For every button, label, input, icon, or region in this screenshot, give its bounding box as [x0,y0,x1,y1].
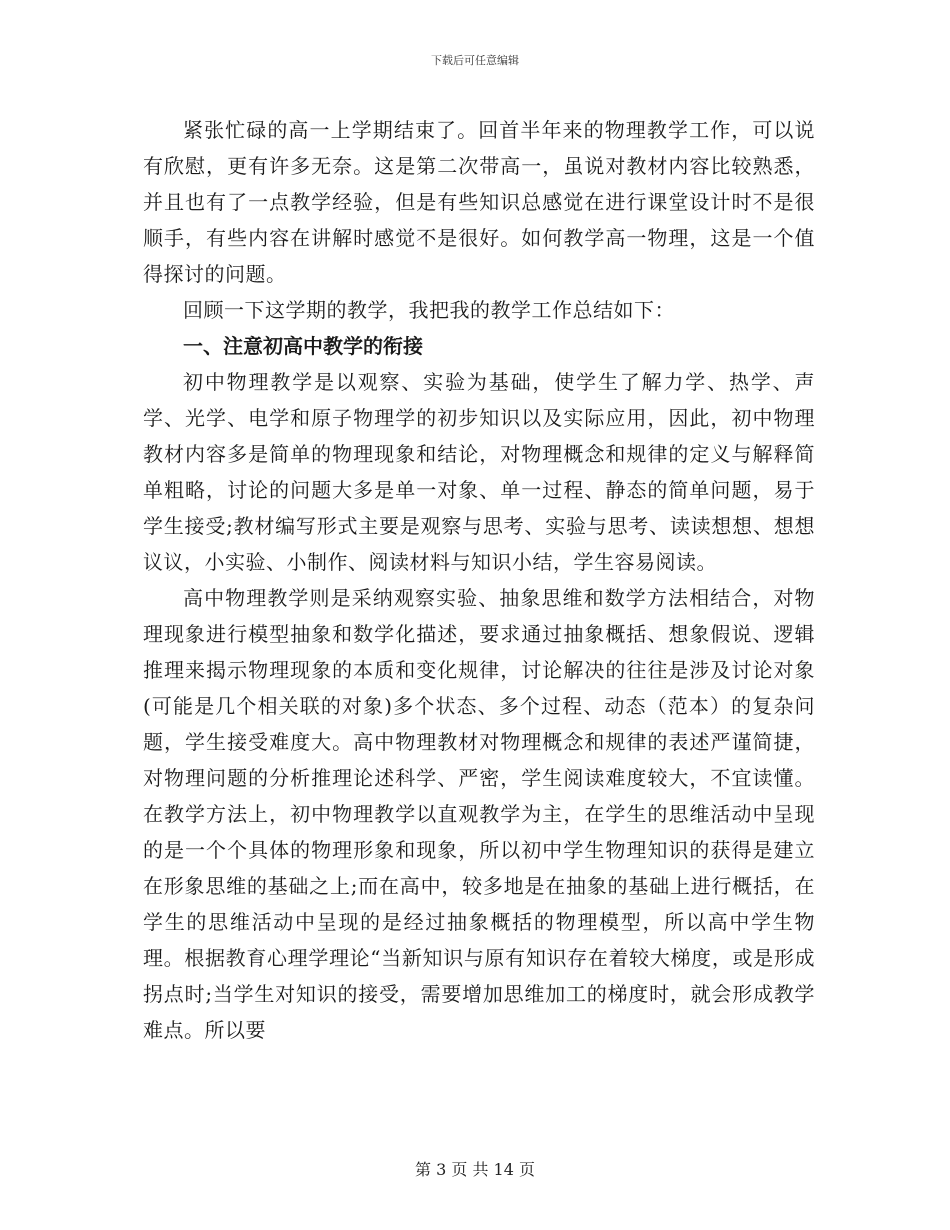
paragraph-intro: 紧张忙碌的高一上学期结束了。回首半年来的物理教学工作，可以说有欣慰，更有许多无奈。这是第二次带高一，虽说对教材内容比较熟悉，并且也有了一点教学经验，但是有些知识总感觉在进行课堂设计时不是很顺手，有些内容在讲解时感觉不是很好。如何教学高一物理，这是一个值得探讨的问题。 [143,118,815,286]
document-body [143,112,815,1048]
page-number: 第 3 页 共 14 页 [415,1160,535,1179]
paragraph-junior-physics: 初中物理教学是以观察、实验为基础，使学生了解力学、热学、声学、光学、电学和原子物理学的初步知识以及实际应用，因此，初中物理教材内容多是简单的物理现象和结论，对物理概念和规律的定义与解释简单粗略，讨论的问题大多是单一对象、单一过程、静态的简单问题，易于学生接受;教材编写形式主要是观察与思考、实验与思考、读读想想、想想议议，小实验、小制作、阅读材料与知识小结，学生容易阅读。 [143,370,815,574]
page-header: 下载后可任意编辑 [431,54,519,67]
section-heading: 一、注意初高中教学的衔接 [183,334,423,358]
paragraph-review: 回顾一下这学期的教学，我把我的教学工作总结如下： [183,298,675,322]
paragraph-senior-physics: 高中物理教学则是采纳观察实验、抽象思维和数学方法相结合，对物理现象进行模型抽象和数学化描述，要求通过抽象概括、想象假说、逻辑推理来揭示物理现象的本质和变化规律，讨论解决的往往是涉及讨论对象(可能是几个相关联的对象)多个状态、多个过程、动态（范本）的复杂问题，学生接受难度大。高中物理教材对物理概念和规律的表述严谨简捷，对物理问题的分析推理论述科学、严密，学生阅读难度较大，不宜读懂。在教学方法上，初中物理教学以直观教学为主，在学生的思维活动中呈现的是一个个具体的物理形象和现象，所以初中学生物理知识的获得是建立在形象思维的基础之上;而在高中，较多地是在抽象的基础上进行概括，在学生的思维活动中呈现的是经过抽象概括的物理模型，所以高中学生物理。根据教育心理学理论“当新知识与原有知识存在着较大梯度，或是形成拐点时;当学生对知识的接受，需要增加思维加工的梯度时，就会形成教学难点。所以要 [143,586,815,1042]
